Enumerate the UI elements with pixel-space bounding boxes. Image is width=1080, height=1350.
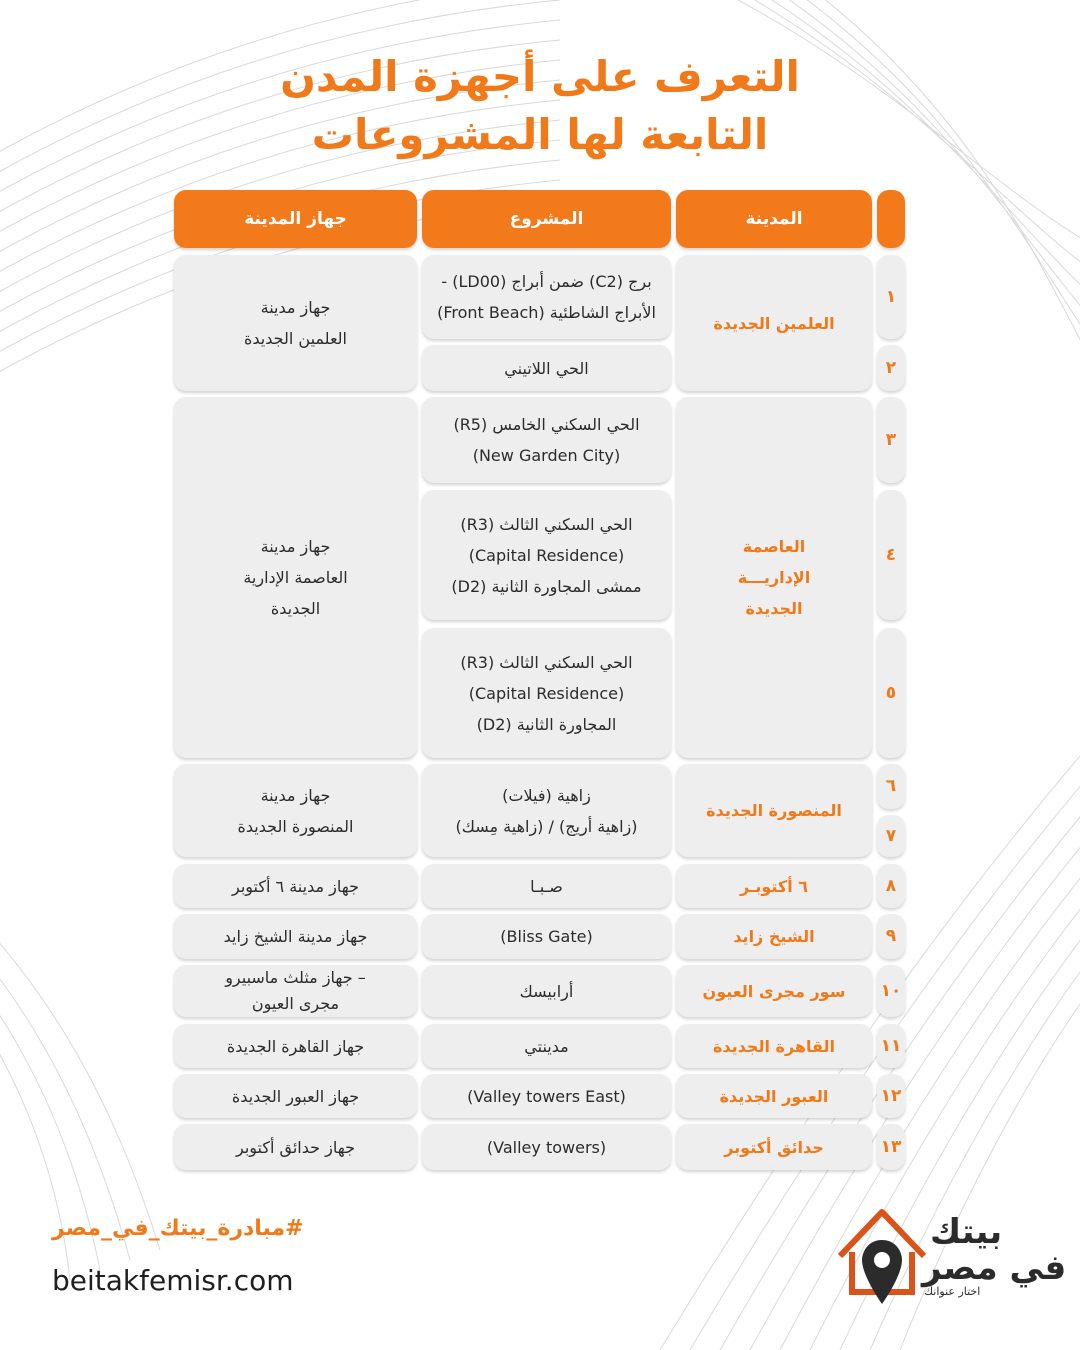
row-number: ٣ <box>877 397 905 483</box>
header-number: م <box>877 190 905 248</box>
logo-line-1: بيتك <box>930 1212 1003 1252</box>
project-cell: (Valley towers) <box>422 1124 671 1170</box>
row-number: ١٣ <box>877 1124 905 1170</box>
project-cell: (Bliss Gate) <box>422 914 671 959</box>
city-cell: القاهرة الجديدة <box>676 1024 872 1068</box>
city-cell: ٦ أكتوبـر <box>676 864 872 908</box>
authority-cell: جهاز مدينة ٦ أكتوبر <box>174 864 417 908</box>
project-cell: صـبـا <box>422 864 671 908</box>
row-number: ٤ <box>877 490 905 620</box>
logo-tagline: اختار عنوانك <box>924 1285 981 1298</box>
project-cell: (Valley towers East) <box>422 1074 671 1118</box>
page-title <box>0 48 1080 164</box>
city-cell: الشيخ زايد <box>676 914 872 959</box>
row-number: ٦ <box>877 764 905 809</box>
row-number: ٩ <box>877 914 905 959</box>
authority-cell: جهاز مدينة الشيخ زايد <box>174 914 417 959</box>
project-cell: أرابيسك <box>422 965 671 1017</box>
row-number: ١٠ <box>877 965 905 1017</box>
city-cell: حدائق أكتوبر <box>676 1124 872 1170</box>
project-cell: الحي السكني الثالث (R3) (Capital Residence) المجاورة الثانية (D2) <box>422 628 671 758</box>
authority-cell: جهاز مثلث ماسبيرو – مجرى العيون <box>174 965 417 1017</box>
header-city: المدينة <box>676 190 872 248</box>
authority-cell: جهاز مدينة المنصورة الجديدة <box>174 764 417 857</box>
logo-line-2: في مصر <box>922 1248 1067 1288</box>
authority-cell: جهاز مدينة العاصمة الإدارية الجديدة <box>174 397 417 758</box>
website-url[interactable]: beitakfemisr.com <box>52 1264 294 1297</box>
row-number: ١١ <box>877 1024 905 1068</box>
city-cell: العلمين الجديدة <box>676 255 872 391</box>
header-project: المشروع <box>422 190 671 248</box>
project-cell: مدينتي <box>422 1024 671 1068</box>
project-cell: الحي السكني الخامس (R5) (New Garden City) <box>422 397 671 483</box>
project-cell: الحي اللاتيني <box>422 345 671 391</box>
city-cell: المنصورة الجديدة <box>676 764 872 857</box>
authority-cell: جهاز مدينة العلمين الجديدة <box>174 255 417 391</box>
row-number: ٢ <box>877 345 905 391</box>
row-number: ٧ <box>877 815 905 857</box>
authority-cell: جهاز العبور الجديدة <box>174 1074 417 1118</box>
title-line-1: التعرف على أجهزة المدن <box>280 52 800 101</box>
project-cell: الحي السكني الثالث (R3) (Capital Residence) ممشى المجاورة الثانية (D2) <box>422 490 671 620</box>
city-cell: العاصمة الإداريـــة الجديدة <box>676 397 872 758</box>
row-number: ١ <box>877 255 905 339</box>
authority-cell: جهاز القاهرة الجديدة <box>174 1024 417 1068</box>
city-cell: العبور الجديدة <box>676 1074 872 1118</box>
hashtag: #مبادرة_بيتك_في_مصر <box>52 1216 304 1241</box>
project-cell: زاهية (فيلات) (زاهية أريج) / (زاهية مِسك) <box>422 764 671 857</box>
title-line-2: التابعة لها المشروعات <box>311 110 769 159</box>
row-number: ٥ <box>877 628 905 758</box>
city-cell: سور مجرى العيون <box>676 965 872 1017</box>
header-authority: جهاز المدينة <box>174 190 417 248</box>
project-cell: برج (C2) ضمن أبراج (LD00) - الأبراج الشاطئية (Front Beach) <box>422 255 671 339</box>
authority-cell: جهاز حدائق أكتوبر <box>174 1124 417 1170</box>
row-number: ١٢ <box>877 1074 905 1118</box>
row-number: ٨ <box>877 864 905 908</box>
